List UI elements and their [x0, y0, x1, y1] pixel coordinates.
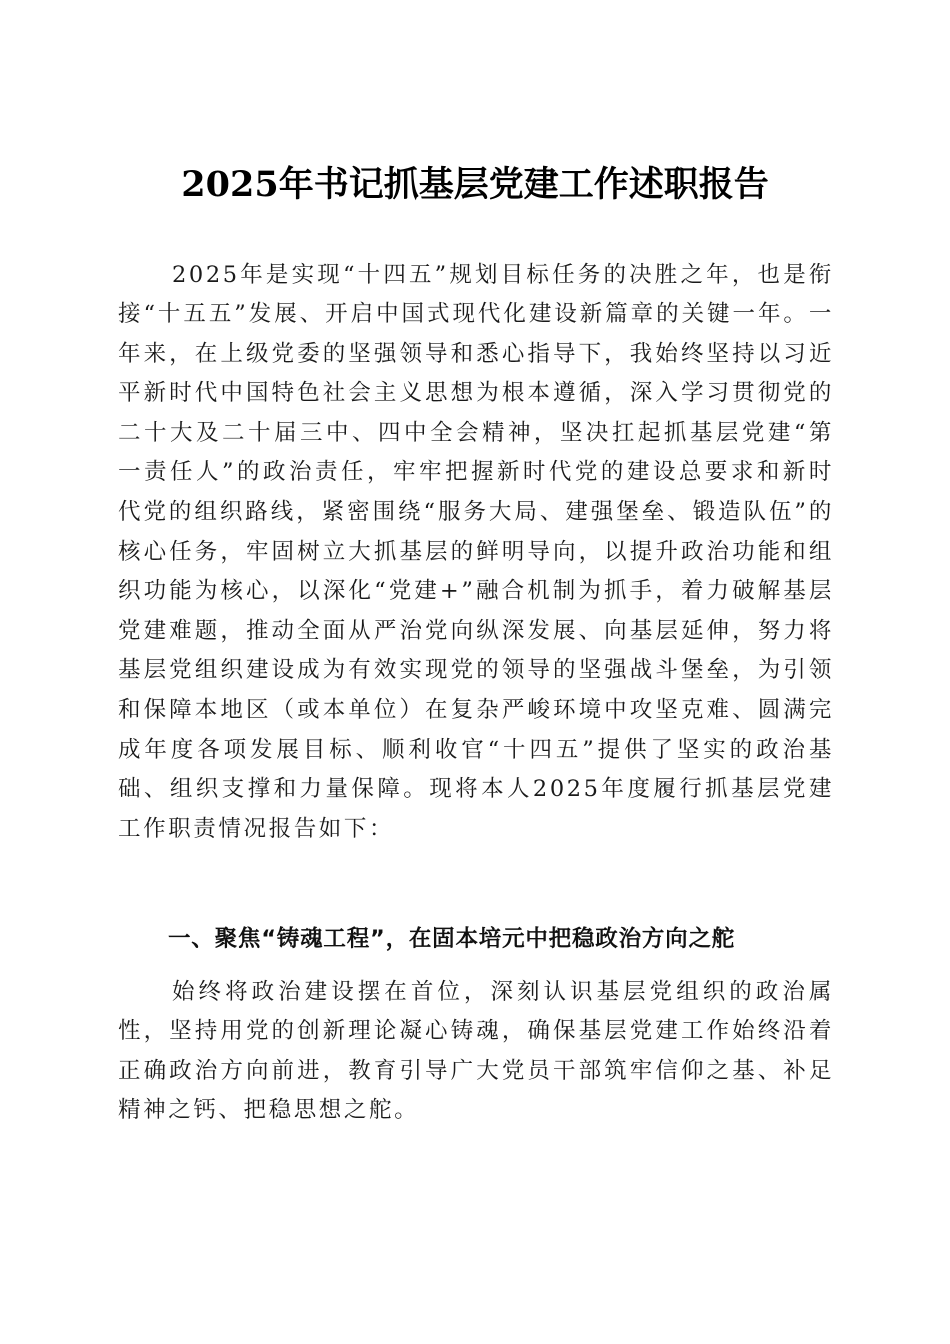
document-title: 2025年书记抓基层党建工作述职报告: [181, 164, 769, 206]
section-1-paragraph: 始终将政治建设摆在首位，深刻认识基层党组织的政治属性，坚持用党的创新理论凝心铸魂，确保基层党建工作始终沿着正确政治方向前进，教育引导广大党员干部筑牢信仰之基、补足精神之钙、把稳思想之舵。: [118, 978, 834, 1124]
section-1-heading: 一、聚焦“铸魂工程”，在固本培元中把稳政治方向之舵: [168, 925, 736, 952]
intro-paragraph: 2025年是实现“十四五”规划目标任务的决胜之年，也是衔接“十五五”发展、开启中国式现代化建设新篇章的关键一年。一年来，在上级党委的坚强领导和悉心指导下，我始终坚持以习近平新时代中国特色社会主义思想为根本遵循，深入学习贯彻党的二十大及二十届三中、四中全会精神，坚决扛起抓基层党建“第一责任人”的政治责任，牢牢把握新时代党的建设总要求和新时代党的组织路线，紧密围绕“服务大局、建强堡垒、锻造队伍”的核心任务，牢固树立大抓基层的鲜明导向，以提升政治功能和组织功能为核心，以深化“党建+”融合机制为抓手，着力破解基层党建难题，推动全面从严治党向纵深发展、向基层延伸，努力将基层党组织建设成为有效实现党的领导的坚强战斗堡垒，为引领和保障本地区（或本单位）在复杂严峻环境中攻坚克难、圆满完成年度各项发展目标、顺利收官“十四五”提供了坚实的政治基础、组织支撑和力量保障。现将本人2025年度履行抓基层党建工作职责情况报告如下：: [118, 261, 834, 842]
